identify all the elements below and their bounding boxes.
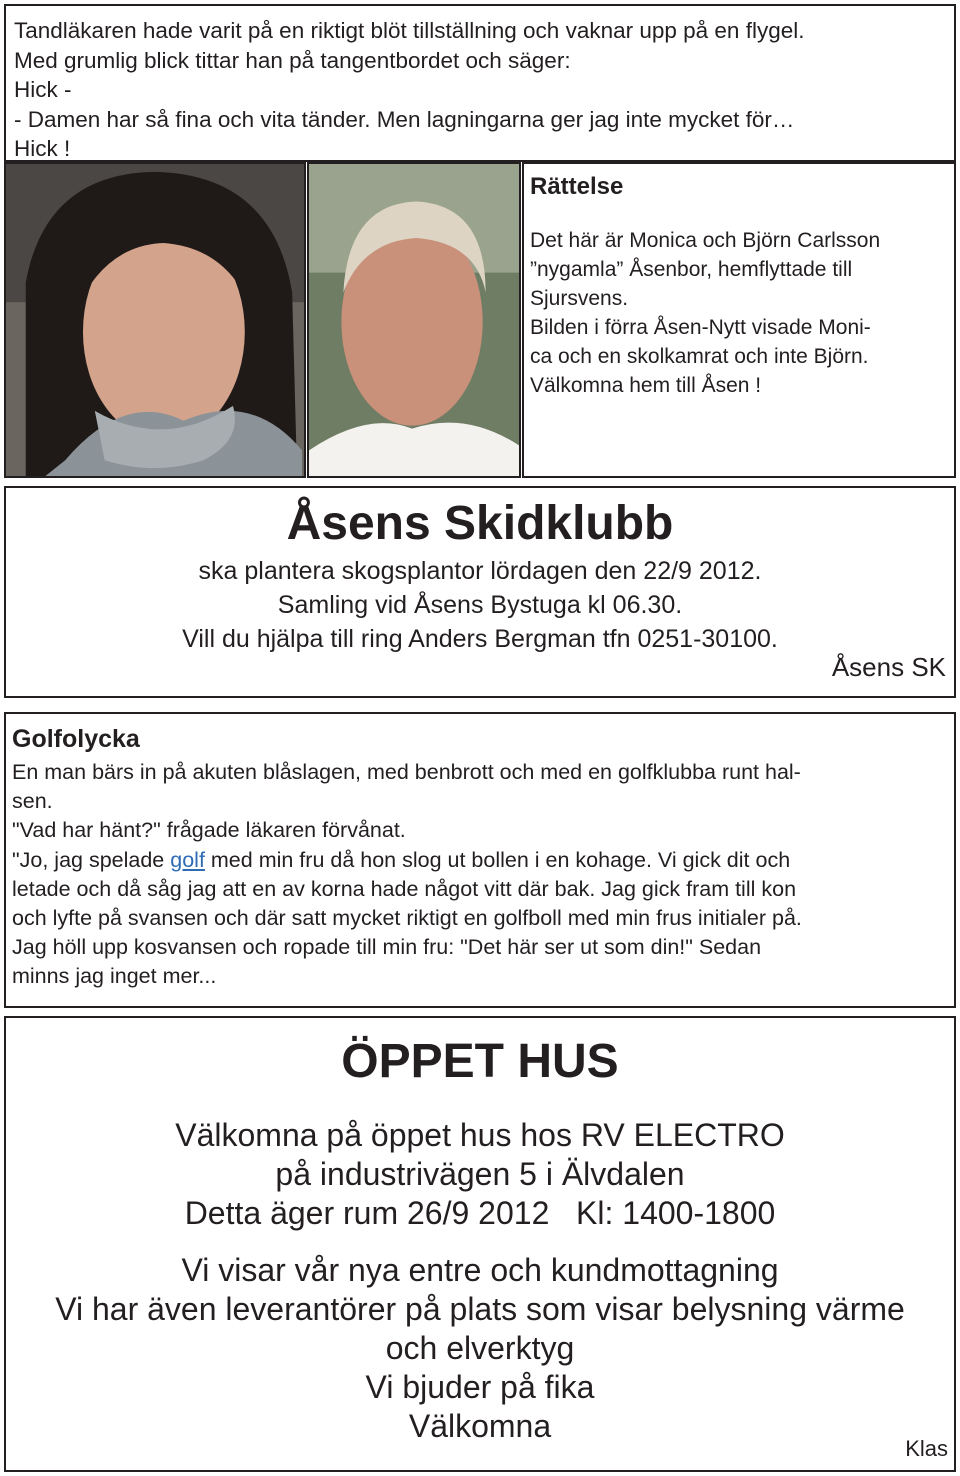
openhouse-line: Detta äger rum 26/9 2012 Kl: 1400-1800 xyxy=(184,1195,776,1231)
photo-woman-portrait xyxy=(4,162,306,478)
golf-line xyxy=(12,846,954,875)
golf-box xyxy=(4,712,956,1008)
correction-line: Välkomna hem till Åsen ! xyxy=(530,374,762,397)
openhouse-line: Välkomna xyxy=(408,1408,552,1444)
openhouse-title: ÖPPET HUS xyxy=(341,1035,619,1088)
golf-line: och lyfte på svansen och där satt mycket riktigt en golfboll med min frus initialer på. xyxy=(12,906,802,931)
golf-line: Jag höll upp kosvansen och ropade till min fru: "Det här ser ut som din!" Sedan xyxy=(12,935,762,960)
openhouse-line: Vi har även leverantörer på plats som visar belysning värme xyxy=(55,1291,905,1327)
golf-line: En man bärs in på akuten blåslagen, med benbrott och med en golfklubba runt hal- xyxy=(12,760,801,784)
correction-box xyxy=(522,162,956,478)
openhouse-line: och elverktyg xyxy=(385,1330,575,1366)
skiclub-box xyxy=(4,486,956,698)
golf-link[interactable]: golf xyxy=(170,847,205,872)
golf-line-end: med min fru då hon slog ut bollen i en kohage. Vi gick dit och xyxy=(204,847,791,872)
openhouse-signature: Klas xyxy=(905,1436,948,1461)
skiclub-title: Åsens Skidklubb xyxy=(286,497,674,550)
golf-line-start: "Jo, jag spelade xyxy=(12,847,171,872)
photo-man-portrait xyxy=(307,162,521,478)
correction-title: Rättelse xyxy=(530,173,624,200)
joke-box xyxy=(4,4,956,162)
joke-line: Hick ! xyxy=(14,136,71,161)
correction-line: Bilden i förra Åsen-Nytt visade Moni- xyxy=(530,316,871,339)
openhouse-line: på industrivägen 5 i Älvdalen xyxy=(275,1156,685,1192)
golf-line: letade och då såg jag att en av korna hade något vitt där bak. Jag gick fram till kon xyxy=(12,876,797,901)
correction-line: ”nygamla” Åsenbor, hemflyttade till xyxy=(530,258,853,281)
openhouse-line: Vi bjuder på fika xyxy=(365,1369,595,1405)
openhouse-box xyxy=(4,1016,956,1472)
golf-line: "Vad har hänt?" frågade läkaren förvånat. xyxy=(12,818,406,843)
joke-line: Hick - xyxy=(14,77,72,102)
correction-line: ca och en skolkamrat och inte Björn. xyxy=(530,345,869,368)
openhouse-line: Vi visar vår nya entre och kundmottagning xyxy=(181,1252,779,1288)
correction-line: Sjursvens. xyxy=(530,287,629,310)
openhouse-line: Välkomna på öppet hus hos RV ELECTRO xyxy=(175,1117,785,1153)
skiclub-line: Vill du hjälpa till ring Anders Bergman tfn 0251-30100. xyxy=(182,625,778,653)
joke-line: Med grumlig blick tittar han på tangentbordet och säger: xyxy=(14,47,571,73)
correction-line: Det här är Monica och Björn Carlsson xyxy=(530,229,881,252)
golf-line: minns jag inget mer... xyxy=(12,964,217,989)
joke-line: - Damen har så fina och vita tänder. Men lagningarna ger jag inte mycket för… xyxy=(14,106,795,132)
golf-title: Golfolycka xyxy=(12,725,140,753)
golf-line: sen. xyxy=(12,789,53,814)
skiclub-line: ska plantera skogsplantor lördagen den 22/9 2012. xyxy=(198,557,762,585)
joke-line: Tandläkaren hade varit på en riktigt blöt tillställning och vaknar upp på en flygel. xyxy=(14,18,805,43)
skiclub-line: Samling vid Åsens Bystuga kl 06.30. xyxy=(277,591,683,619)
skiclub-signature: Åsens SK xyxy=(831,652,946,682)
